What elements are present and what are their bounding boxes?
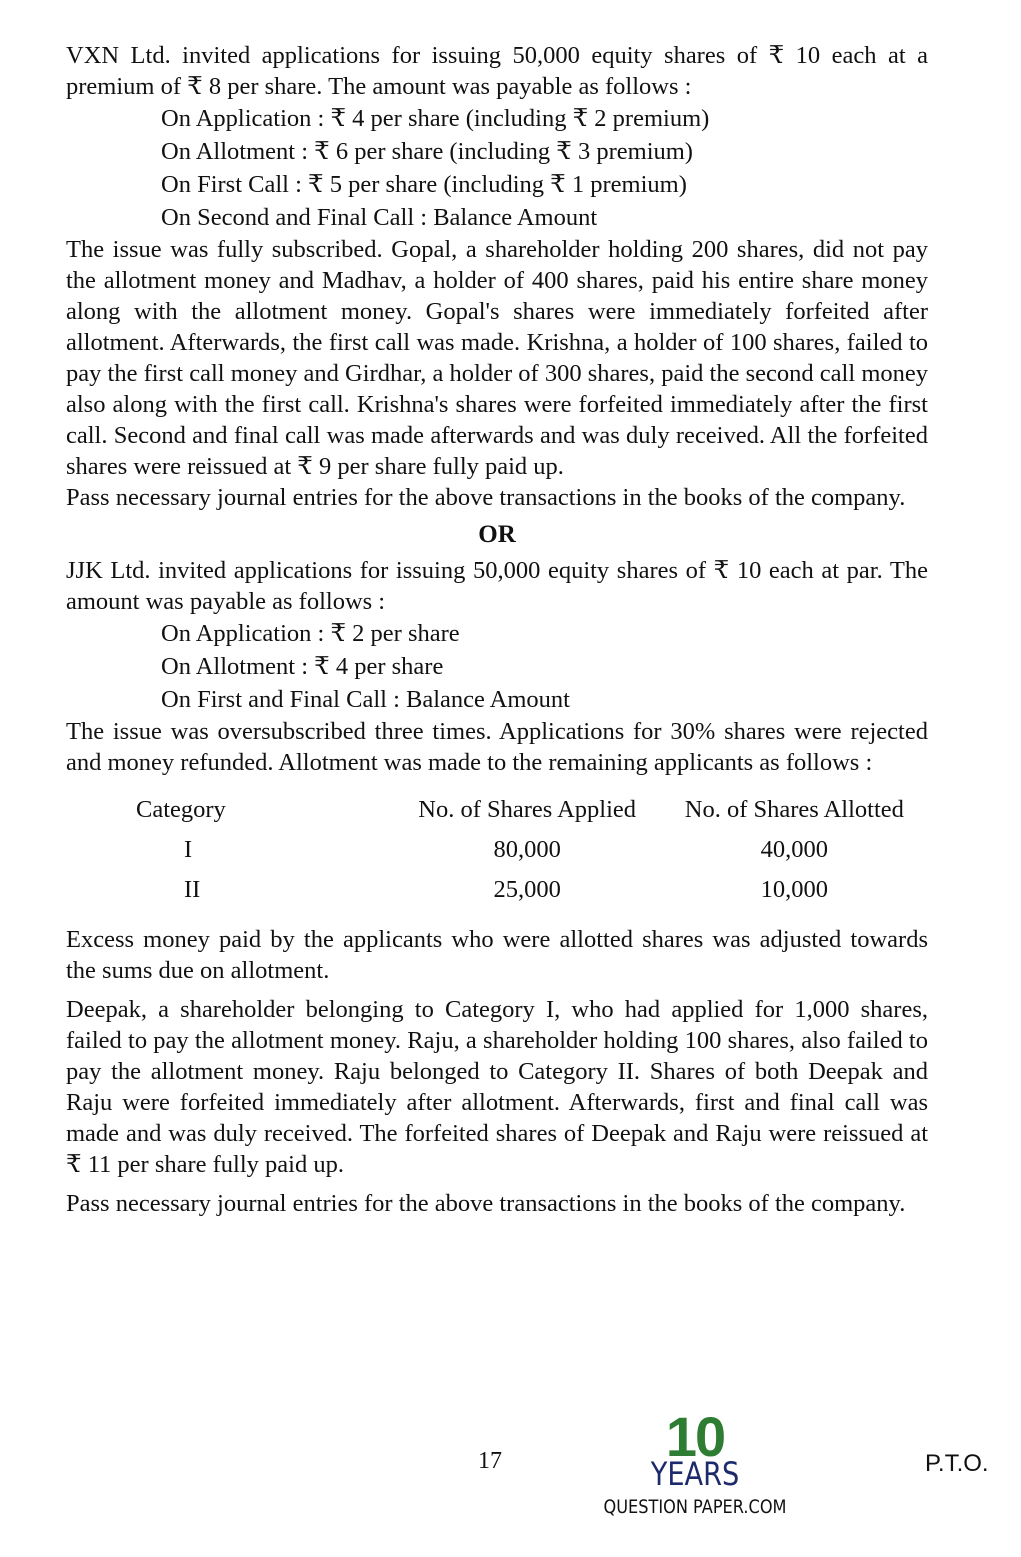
table-row: [136, 870, 928, 910]
schedule-item: On Application : ₹ 4 per share (including ₹ 2 premium): [161, 105, 710, 132]
table-header-row: [136, 790, 928, 830]
question-a-body: The issue was fully subscribed. Gopal, a shareholder holding 200 shares, did not pay the allotment money and Madhav, a holder of 400 shares, paid his entire share money along with the allotment money. Gopal's shares were immediately forfeited after allotment. Afterwards, the first call was made. Krishna, a holder of 100 shares, failed to pay the first call money and Girdhar, a holder of 300 shares, paid the second call money also along with the first call. Krishna's shares were forfeited immediately after the first call. Second and final call was made afterwards and was duly received. All the forfeited shares were reissued at ₹ 9 per share fully paid up.: [66, 236, 928, 480]
site-logo[interactable]: [590, 1405, 820, 1528]
table-header: No. of Shares Applied: [418, 796, 637, 823]
question-a-instruction: Pass necessary journal entries for the above transactions in the books of the company.: [66, 484, 906, 511]
schedule-item: On Second and Final Call : Balance Amount: [161, 204, 598, 231]
logo-number: 10: [665, 1405, 725, 1468]
schedule-item: On Allotment : ₹ 4 per share: [161, 653, 444, 680]
logo-site-name: QUESTION PAPER.COM: [603, 1496, 787, 1518]
table-cell: II: [184, 876, 201, 903]
table-cell: 40,000: [760, 836, 829, 863]
table-header: No. of Shares Allotted: [684, 796, 904, 823]
question-b-instruction: Pass necessary journal entries for the above transactions in the books of the company.: [66, 1190, 906, 1217]
allotment-table: [136, 790, 928, 910]
question-b-deepak: Deepak, a shareholder belonging to Category I, who had applied for 1,000 shares, failed to pay the allotment money. Raju, a shareholder holding 100 shares, also failed to pay the allotment money. Raju belonged to Category II. Shares of both Deepak and Raju were forfeited immediately after allotment. Afterwards, first and final call was made and was duly received. The forfeited shares of Deepak and Raju were reissued at ₹ 11 per share fully paid up.: [66, 996, 928, 1178]
question-b-body: The issue was oversubscribed three times. Applications for 30% shares were rejected and money refunded. Allotment was made to the remaining applicants as follows :: [66, 718, 928, 776]
logo-years: YEARS: [650, 1455, 740, 1493]
table-cell: 10,000: [760, 876, 829, 903]
schedule-item: On First and Final Call : Balance Amount: [161, 686, 570, 713]
pto-label: P.T.O.: [925, 1450, 989, 1477]
question-page: [66, 40, 928, 1219]
table-cell: I: [184, 836, 193, 863]
question-a-intro: VXN Ltd. invited applications for issuing 50,000 equity shares of ₹ 10 each at a premium of ₹ 8 per share. The amount was payable as follows :: [66, 42, 928, 100]
schedule-item: On Application : ₹ 2 per share: [161, 620, 460, 647]
table-header: Category: [136, 796, 226, 823]
table-row: [136, 830, 928, 870]
schedule-item: On Allotment : ₹ 6 per share (including ₹ 3 premium): [161, 138, 693, 165]
spacer: [66, 1180, 928, 1188]
table-cell: 80,000: [493, 836, 561, 863]
or-separator: OR: [478, 521, 516, 548]
table-cell: 25,000: [493, 876, 561, 903]
question-b-excess: Excess money paid by the applicants who were allotted shares was adjusted towards the sums due on allotment.: [66, 926, 928, 984]
page-number: 17: [478, 1448, 502, 1474]
schedule-item: On First Call : ₹ 5 per share (including ₹ 1 premium): [161, 171, 687, 198]
question-b-intro: JJK Ltd. invited applications for issuing 50,000 equity shares of ₹ 10 each at par. The amount was payable as follows :: [66, 557, 928, 615]
spacer: [66, 986, 928, 994]
